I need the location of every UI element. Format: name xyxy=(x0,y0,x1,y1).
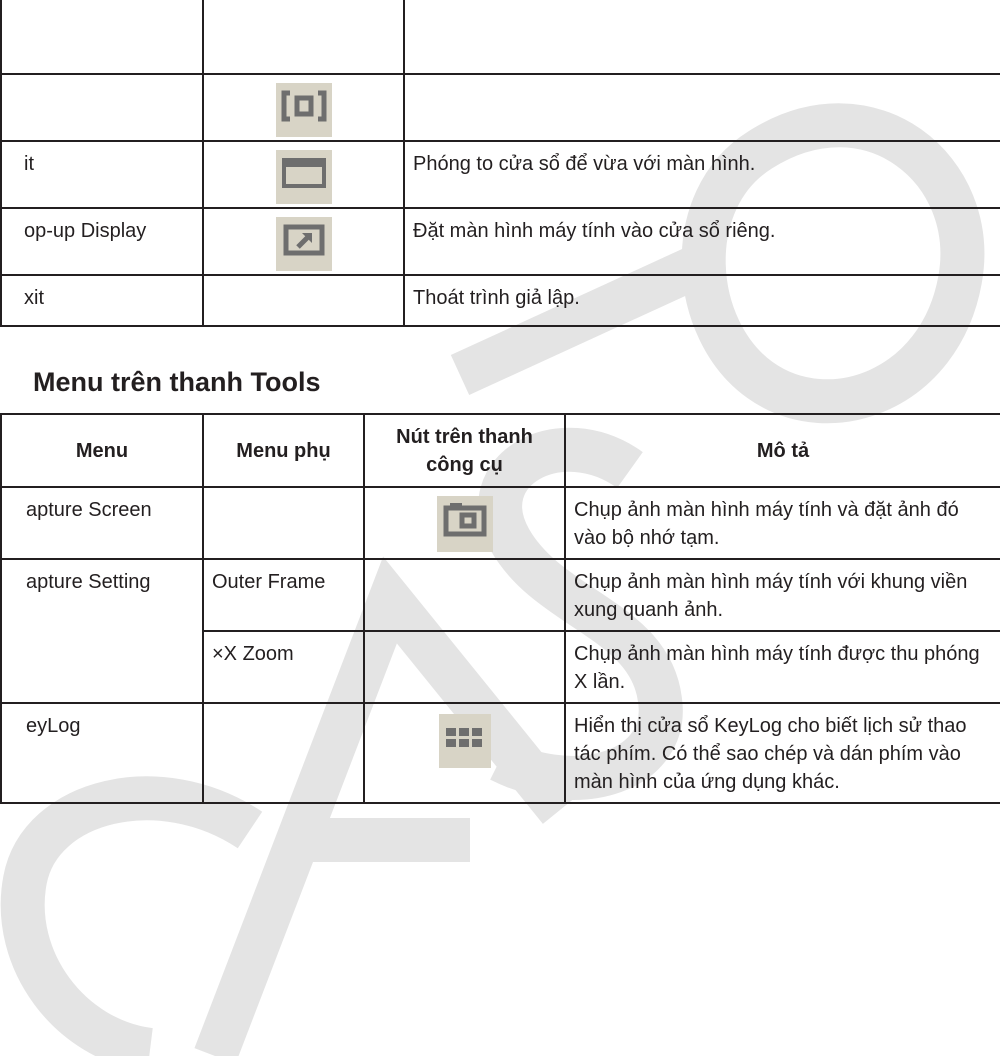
description-cell: Chụp ảnh màn hình máy tính với khung viền xung quanh ảnh. xyxy=(565,559,1000,631)
icon-cell xyxy=(203,208,404,275)
description-cell: Phóng to cửa sổ để vừa với màn hình. xyxy=(404,141,1000,208)
icon-cell xyxy=(364,559,565,631)
table-row xyxy=(1,703,1000,803)
menu-cell: op-up Display xyxy=(1,208,203,275)
submenu-cell xyxy=(203,487,364,559)
table-row xyxy=(1,0,1000,74)
menu-cell: xit xyxy=(1,275,203,326)
icon-cell xyxy=(203,74,404,141)
header-description: Mô tả xyxy=(565,414,1000,487)
description-cell: Thoát trình giả lập. xyxy=(404,275,1000,326)
description-cell xyxy=(404,74,1000,141)
table-row xyxy=(1,208,1000,275)
icon-cell xyxy=(364,487,565,559)
submenu-cell: ×X Zoom xyxy=(203,631,364,703)
submenu-cell: Outer Frame xyxy=(203,559,364,631)
table-row xyxy=(1,559,1000,631)
menu-cell: apture Screen xyxy=(1,487,203,559)
maximize-window-icon xyxy=(276,150,332,204)
popup-window-icon xyxy=(276,217,332,271)
description-cell: Chụp ảnh màn hình máy tính và đặt ảnh đó vào bộ nhớ tạm. xyxy=(565,487,1000,559)
submenu-cell xyxy=(203,703,364,803)
emulator-menu-table xyxy=(0,0,1000,327)
menu-cell: apture Setting xyxy=(1,559,203,703)
icon-cell xyxy=(203,0,404,74)
description-cell: Chụp ảnh màn hình máy tính được thu phóng X lần. xyxy=(565,631,1000,703)
icon-cell xyxy=(364,631,565,703)
icon-cell xyxy=(203,141,404,208)
table-row xyxy=(1,487,1000,559)
icon-cell xyxy=(364,703,565,803)
header-submenu: Menu phụ xyxy=(203,414,364,487)
menu-cell xyxy=(1,74,203,141)
header-menu: Menu xyxy=(1,414,203,487)
table-row xyxy=(1,74,1000,141)
table-row xyxy=(1,275,1000,326)
menu-cell xyxy=(1,0,203,74)
description-cell: Hiển thị cửa sổ KeyLog cho biết lịch sử thao tác phím. Có thể sao chép và dán phím vào màn hình của ứng dụng khác. xyxy=(565,703,1000,803)
keylog-grid-icon xyxy=(439,714,491,768)
fit-frame-icon xyxy=(276,83,332,137)
menu-cell: eyLog xyxy=(1,703,203,803)
description-cell: Đặt màn hình máy tính vào cửa sổ riêng. xyxy=(404,208,1000,275)
table-header-row xyxy=(1,414,1000,487)
icon-cell xyxy=(203,275,404,326)
description-cell xyxy=(404,0,1000,74)
camera-icon xyxy=(437,496,493,552)
header-toolbar-button: Nút trên thanh công cụ xyxy=(364,414,565,487)
tools-menu-table xyxy=(0,413,1000,804)
section-title: Menu trên thanh Tools xyxy=(33,367,321,397)
menu-cell: it xyxy=(1,141,203,208)
table-row xyxy=(1,141,1000,208)
